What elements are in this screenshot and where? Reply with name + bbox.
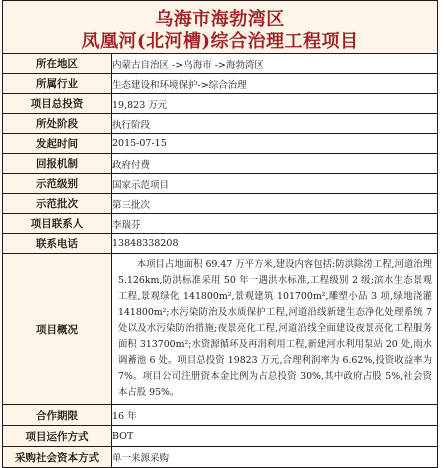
title-banner bbox=[2, 0, 438, 53]
phone-value: 13848338208 bbox=[112, 234, 438, 254]
investment-value: 19,823 万元 bbox=[112, 94, 438, 114]
procurement-label: 采购社会资本方式 bbox=[3, 447, 112, 468]
row-demo-batch bbox=[3, 194, 438, 214]
row-operation bbox=[3, 426, 438, 447]
row-demo-level bbox=[3, 174, 438, 194]
row-phone bbox=[3, 234, 438, 254]
term-label: 合作期限 bbox=[3, 405, 112, 426]
phone-label: 联系电话 bbox=[3, 234, 112, 254]
page-title-line-1: 乌海市海勃湾区 bbox=[155, 9, 285, 30]
row-overview bbox=[3, 254, 438, 405]
row-investment bbox=[3, 94, 438, 114]
investment-label: 项目总投资 bbox=[3, 94, 112, 114]
stage-value: 执行阶段 bbox=[112, 114, 438, 134]
page-title-line-2: 凤凰河(北河槽)综合治理工程项目 bbox=[81, 31, 359, 52]
launch-time-value: 2015-07-15 bbox=[112, 134, 438, 154]
procurement-value: 单一来源采购 bbox=[112, 447, 438, 468]
overview-value: 本项目占地面积 69.47 万平方米,建设内容包括:防洪除涝工程,河道治理 5.126km,防洪标准采用 50 年一遇洪水标准,工程级别 2 级;滨水生态景观工程,景观绿化 141800m²,景观建筑 101700m²,雕塑小品 3 项,绿地浇灌 141800m²;水污染防治及水质保护工程,河道沿线新建生态净化处理系统 7 处以及水污染防治措施;夜景亮化工程,河道沿线全面建设夜景亮化工程服务面积 313700m²;水资源循环及再涓利用工程,新建河水利用泵站 20 处,雨水调蓄池 6 处。项目总投资 19823 万元,合理利润率为 6.62%,投资收益率为 7%。项目公司注册资本金比例为占总投资 30%,其中政府占股 5%,社会资本占股 95%。 bbox=[112, 254, 438, 405]
row-term bbox=[3, 405, 438, 426]
row-launch-time bbox=[3, 134, 438, 154]
row-stage bbox=[3, 114, 438, 134]
industry-value: 生态建设和环境保护->综合治理 bbox=[112, 74, 438, 94]
row-procurement bbox=[3, 447, 438, 468]
return-mechanism-label: 回报机制 bbox=[3, 154, 112, 174]
project-info-table bbox=[2, 53, 438, 468]
return-mechanism-value: 政府付费 bbox=[112, 154, 438, 174]
contact-label: 项目联系人 bbox=[3, 214, 112, 234]
operation-label: 项目运作方式 bbox=[3, 426, 112, 447]
stage-label: 所处阶段 bbox=[3, 114, 112, 134]
row-region bbox=[3, 54, 438, 74]
demo-batch-label: 示范批次 bbox=[3, 194, 112, 214]
region-value: 内蒙古自治区 ->乌海市 ->海勃湾区 bbox=[112, 54, 438, 74]
demo-level-label: 示范级别 bbox=[3, 174, 112, 194]
demo-level-value: 国家示范项目 bbox=[112, 174, 438, 194]
overview-label: 项目概况 bbox=[3, 254, 112, 405]
industry-label: 所属行业 bbox=[3, 74, 112, 94]
contact-value: 李瑞芬 bbox=[112, 214, 438, 234]
region-label: 所在地区 bbox=[3, 54, 112, 74]
row-industry bbox=[3, 74, 438, 94]
term-value: 16 年 bbox=[112, 405, 438, 426]
demo-batch-value: 第三批次 bbox=[112, 194, 438, 214]
launch-time-label: 发起时间 bbox=[3, 134, 112, 154]
row-contact bbox=[3, 214, 438, 234]
operation-value: BOT bbox=[112, 426, 438, 447]
row-return-mechanism bbox=[3, 154, 438, 174]
